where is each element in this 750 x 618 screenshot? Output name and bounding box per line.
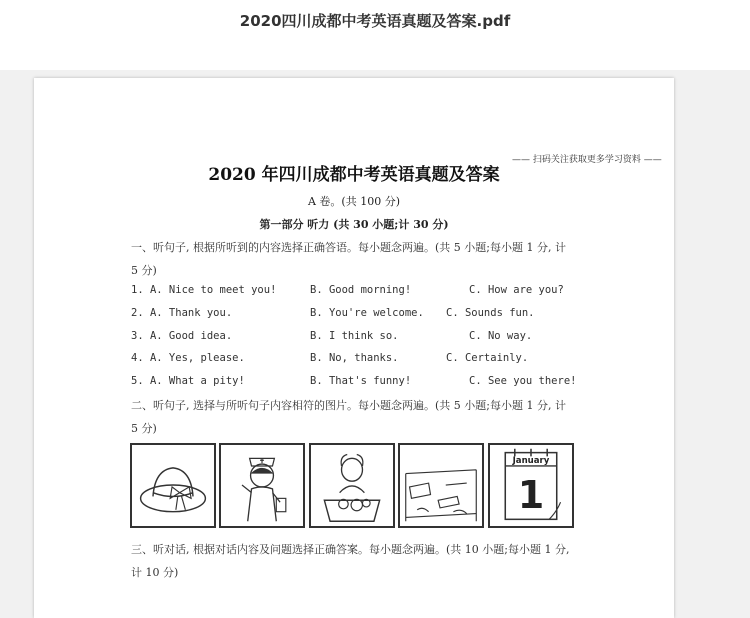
part-heading: 第一部分 听力 (共 30 小题;计 30 分) (259, 218, 449, 231)
q3-option-c: C. No way. (469, 330, 533, 342)
q2-option-b: B. You're welcome. (310, 307, 424, 319)
calendar-day-label: 1 (517, 472, 545, 517)
section2-instruction: 二、听句子, 选择与所听句子内容相符的图片。每小题念两遍。(共 5 小题;每小题 1 分, 计 (131, 399, 566, 412)
q5-option-a: 5. A. What a pity! (131, 375, 245, 387)
picture-nurse (219, 443, 305, 528)
nurse-icon (221, 445, 303, 526)
q4-option-a: 4. A. Yes, please. (131, 352, 245, 364)
q2-option-a: 2. A. Thank you. (131, 307, 233, 319)
watermark-text: —— 扫码关注获取更多学习资料 —— (512, 155, 662, 165)
viewer-toolbar (0, 0, 750, 70)
q5-option-c: C. See you there! (469, 375, 577, 387)
q3-option-a: 3. A. Good idea. (131, 330, 233, 342)
calendar-month-label: January (512, 456, 550, 467)
section1-instruction: 一、听句子, 根据所听到的内容选择正确答语。每小题念两遍。(共 5 小题;每小题 1 分, 计 (131, 241, 566, 254)
q5-option-b: B. That's funny! (310, 375, 412, 387)
messy-room-icon (400, 445, 482, 526)
q4-option-c: C. Certainly. (446, 352, 529, 364)
section3-instruction: 三、听对话, 根据对话内容及问题选择正确答案。每小题念两遍。(共 10 小题;每小题 1 分, (131, 543, 570, 556)
q3-option-b: B. I think so. (310, 330, 399, 342)
picture-washing (309, 443, 395, 528)
q4-option-b: B. No, thanks. (310, 352, 399, 364)
volume-heading: A 卷。(共 100 分) (307, 195, 400, 208)
calendar-icon (490, 445, 572, 526)
q1-option-a: 1. A. Nice to meet you! (131, 284, 277, 296)
picture-messy-room (398, 443, 484, 528)
hat-icon (132, 445, 214, 526)
q1-option-c: C. How are you? (469, 284, 564, 296)
section3-instruction-cont: 计 10 分) (131, 566, 179, 579)
q1-option-b: B. Good morning! (310, 284, 412, 296)
picture-calendar (488, 443, 574, 528)
file-title: 2020四川成都中考英语真题及答案.pdf (239, 12, 511, 30)
section2-instruction-cont: 5 分) (131, 422, 157, 435)
q2-option-c: C. Sounds fun. (446, 307, 535, 319)
picture-hat (130, 443, 216, 528)
document-page[interactable] (34, 78, 674, 618)
washing-icon (311, 445, 393, 526)
document-title: 2020 年四川成都中考英语真题及答案 (208, 165, 500, 185)
section1-instruction-cont: 5 分) (131, 264, 157, 277)
